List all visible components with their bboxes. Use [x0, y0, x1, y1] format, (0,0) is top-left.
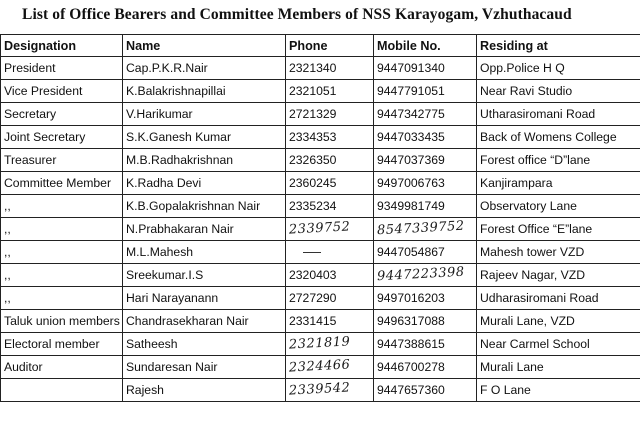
- cell-phone: [286, 218, 374, 241]
- cell-designation: Secretary: [1, 103, 123, 126]
- cell-mobile: 9447388615: [374, 333, 477, 356]
- cell-mobile: 9447037369: [374, 149, 477, 172]
- cell-designation: Treasurer: [1, 149, 123, 172]
- cell-phone: 2335234: [286, 195, 374, 218]
- column-header-phone: Phone: [286, 35, 374, 57]
- cell-residing: Opp.Police H Q: [477, 57, 640, 80]
- cell-designation: ,,: [1, 241, 123, 264]
- cell-phone: 2721329: [286, 103, 374, 126]
- cell-residing: Observatory Lane: [477, 195, 640, 218]
- table-row: [1, 57, 640, 80]
- cell-name: Sundaresan Nair: [123, 356, 286, 379]
- cell-residing: Forest office “D”lane: [477, 149, 640, 172]
- table-row: [1, 264, 640, 287]
- members-table: [0, 34, 640, 402]
- cell-designation: Auditor: [1, 356, 123, 379]
- cell-designation: ,,: [1, 195, 123, 218]
- cell-residing: Murali Lane: [477, 356, 640, 379]
- cell-mobile: 9497016203: [374, 287, 477, 310]
- cell-name: Satheesh: [123, 333, 286, 356]
- cell-name: Hari Narayanann: [123, 287, 286, 310]
- column-header-designation: Designation: [1, 35, 123, 57]
- cell-residing: Near Ravi Studio: [477, 80, 640, 103]
- cell-name: M.B.Radhakrishnan: [123, 149, 286, 172]
- cell-mobile: 9446700278: [374, 356, 477, 379]
- cell-phone: 2360245: [286, 172, 374, 195]
- cell-designation: ,,: [1, 264, 123, 287]
- cell-designation: ,,: [1, 218, 123, 241]
- handwritten-mobile: 9447223398: [376, 264, 465, 284]
- handwritten-mobile: 8547339752: [376, 218, 465, 238]
- table-row: [1, 333, 640, 356]
- handwritten-dash: [303, 252, 321, 253]
- cell-phone: 2321051: [286, 80, 374, 103]
- cell-mobile: 9447342775: [374, 103, 477, 126]
- cell-phone: [286, 333, 374, 356]
- cell-residing: Back of Womens College: [477, 126, 640, 149]
- cell-designation: President: [1, 57, 123, 80]
- cell-name: K.Balakrishnapillai: [123, 80, 286, 103]
- handwritten-phone: 2321819: [288, 333, 351, 353]
- table-row: [1, 379, 640, 402]
- cell-phone: 2320403: [286, 264, 374, 287]
- cell-designation: ,,: [1, 287, 123, 310]
- cell-name: S.K.Ganesh Kumar: [123, 126, 286, 149]
- cell-designation: Taluk union members: [1, 310, 123, 333]
- handwritten-phone: 2339542: [288, 379, 351, 399]
- cell-name: V.Harikumar: [123, 103, 286, 126]
- cell-name: Chandrasekharan Nair: [123, 310, 286, 333]
- cell-phone: 2331415: [286, 310, 374, 333]
- column-header-mobile: Mobile No.: [374, 35, 477, 57]
- cell-name: Sreekumar.I.S: [123, 264, 286, 287]
- cell-name: M.L.Mahesh: [123, 241, 286, 264]
- cell-phone: [286, 356, 374, 379]
- cell-mobile: [374, 264, 477, 287]
- cell-phone: 2727290: [286, 287, 374, 310]
- cell-mobile: 9447657360: [374, 379, 477, 402]
- cell-residing: Mahesh tower VZD: [477, 241, 640, 264]
- document-title: List of Office Bearers and Committee Members of NSS Karayogam, Vzhuthacaud: [22, 6, 572, 23]
- table-header-row: [1, 35, 640, 57]
- table-row: [1, 356, 640, 379]
- cell-mobile: 9447033435: [374, 126, 477, 149]
- cell-phone: 2321340: [286, 57, 374, 80]
- cell-mobile: 9497006763: [374, 172, 477, 195]
- cell-phone: 2326350: [286, 149, 374, 172]
- cell-designation: Electoral member: [1, 333, 123, 356]
- cell-residing: Near Carmel School: [477, 333, 640, 356]
- cell-name: Rajesh: [123, 379, 286, 402]
- cell-mobile: [374, 218, 477, 241]
- cell-designation: Committee Member: [1, 172, 123, 195]
- table-row: [1, 126, 640, 149]
- cell-residing: Forest Office “E”lane: [477, 218, 640, 241]
- cell-mobile: 9447791051: [374, 80, 477, 103]
- table-row: [1, 172, 640, 195]
- column-header-name: Name: [123, 35, 286, 57]
- cell-residing: Udharasiromani Road: [477, 287, 640, 310]
- cell-mobile: 9496317088: [374, 310, 477, 333]
- table-row: [1, 218, 640, 241]
- table-row: [1, 80, 640, 103]
- cell-name: Cap.P.K.R.Nair: [123, 57, 286, 80]
- cell-designation: Joint Secretary: [1, 126, 123, 149]
- cell-mobile: 9349981749: [374, 195, 477, 218]
- cell-phone: [286, 241, 374, 264]
- cell-designation: [1, 379, 123, 402]
- table-row: [1, 241, 640, 264]
- table-row: [1, 195, 640, 218]
- cell-residing: Rajeev Nagar, VZD: [477, 264, 640, 287]
- cell-residing: F O Lane: [477, 379, 640, 402]
- column-header-residing: Residing at: [477, 35, 640, 57]
- cell-residing: Utharasiromani Road: [477, 103, 640, 126]
- table-row: [1, 149, 640, 172]
- cell-residing: Kanjirampara: [477, 172, 640, 195]
- handwritten-phone: 2339752: [288, 218, 351, 238]
- handwritten-phone: 2324466: [288, 356, 351, 376]
- table-row: [1, 310, 640, 333]
- table-row: [1, 103, 640, 126]
- cell-designation: Vice President: [1, 80, 123, 103]
- cell-phone: 2334353: [286, 126, 374, 149]
- table-row: [1, 287, 640, 310]
- cell-name: K.B.Gopalakrishnan Nair: [123, 195, 286, 218]
- cell-residing: Murali Lane, VZD: [477, 310, 640, 333]
- cell-mobile: 9447054867: [374, 241, 477, 264]
- cell-name: N.Prabhakaran Nair: [123, 218, 286, 241]
- cell-mobile: 9447091340: [374, 57, 477, 80]
- cell-name: K.Radha Devi: [123, 172, 286, 195]
- cell-phone: [286, 379, 374, 402]
